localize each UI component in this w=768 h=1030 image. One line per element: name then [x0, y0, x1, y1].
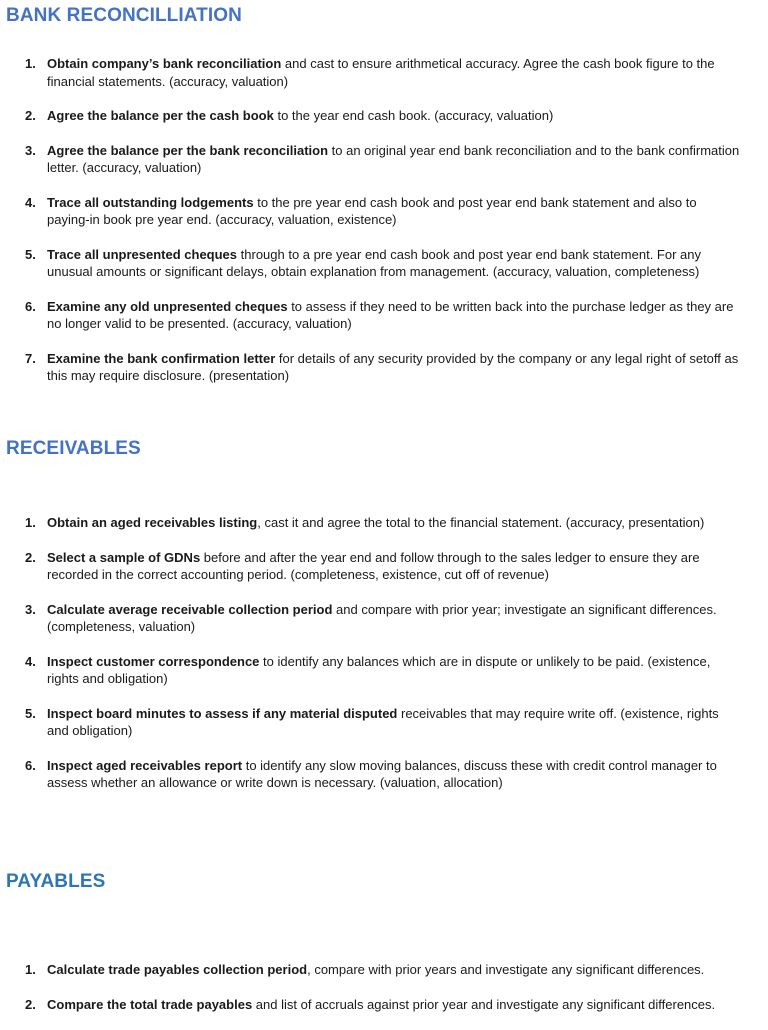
item-number: 2.: [25, 996, 36, 1012]
item-text: through to a pre year end cash book and post year end bank statement. For any unusual amounts or significant delays, obtain explanation from management. (accuracy, valuation, completeness): [47, 246, 701, 279]
list-item: [0, 350, 742, 385]
item-number: 1.: [25, 515, 36, 530]
item-lead-text: Obtain an aged receivables listing: [47, 515, 258, 530]
item-number: 1.: [25, 56, 36, 71]
item-text: , compare with prior years and investigate any significant differences.: [307, 962, 705, 977]
payables-list: [0, 961, 742, 1030]
list-item: [0, 194, 742, 229]
item-number: 5.: [25, 246, 36, 262]
item-text: to the pre year end cash book and post year end bank statement and also to paying-in book pre year end. (accuracy, valuation, existence): [47, 194, 697, 227]
item-text: before and after the year end and follow through to the sales ledger to ensure they are recorded in the correct accounting period. (completeness, existence, cut off of revenue): [47, 549, 700, 582]
list-item: [0, 601, 742, 636]
list-item: [0, 514, 742, 532]
item-number: 2.: [25, 549, 36, 565]
item-lead-text: Trace all outstanding lodgements: [47, 194, 254, 210]
item-lead-text: Calculate trade payables collection period: [47, 962, 308, 977]
receivables-list: [0, 514, 742, 809]
item-number: 2.: [25, 108, 36, 123]
item-text: receivables that may require write off. (existence, rights and obligation): [47, 705, 719, 738]
item-text: and compare with prior year; investigate an significant differences. (completeness, valuation): [47, 601, 717, 634]
list-item: [0, 549, 742, 584]
section-heading-payables: PAYABLES: [6, 871, 106, 892]
list-item: [0, 961, 742, 979]
item-text: to identify any slow moving balances, discuss these with credit control manager to assess whether an allowance or write down is necessary. (valuation, allocation): [47, 757, 717, 790]
section-heading-bank-reconciliation: BANK RECONCILLIATION: [6, 5, 242, 26]
item-lead-text: Compare the total trade payables: [47, 996, 253, 1012]
item-lead-text: Obtain company’s bank reconciliation: [47, 56, 282, 71]
item-text: and cast to ensure arithmetical accuracy. Agree the cash book figure to the financial statements. (accuracy, valuation): [47, 56, 715, 89]
item-number: 4.: [25, 194, 36, 210]
list-item: [0, 705, 742, 740]
item-number: 3.: [25, 601, 36, 617]
list-item: [0, 142, 742, 177]
item-text: to the year end cash book. (accuracy, valuation): [273, 108, 554, 123]
list-item: [0, 757, 742, 792]
list-item: [0, 298, 742, 333]
item-lead-text: Agree the balance per the cash book: [47, 108, 274, 123]
item-text: to identify any balances which are in dispute or unlikely to be paid. (existence, rights and obligation): [47, 653, 711, 686]
item-text: to assess if they need to be written back into the purchase ledger as they are no longer valid to be presented. (accuracy, valuation): [47, 298, 734, 331]
list-item: [0, 246, 742, 281]
item-lead-text: Inspect aged receivables report: [47, 757, 243, 773]
item-number: 5.: [25, 705, 36, 721]
item-lead-text: Inspect customer correspondence: [47, 653, 260, 669]
item-text: to an original year end bank reconciliation and to the bank confirmation letter. (accuracy, valuation): [47, 142, 740, 175]
item-text: , cast it and agree the total to the financial statement. (accuracy, presentation): [257, 515, 705, 530]
item-lead-text: Examine the bank confirmation letter: [47, 350, 276, 366]
item-number: 1.: [25, 962, 36, 977]
list-item: [0, 107, 742, 125]
item-number: 3.: [25, 142, 36, 158]
section-heading-receivables: RECEIVABLES: [6, 438, 141, 459]
list-item: [0, 996, 742, 1014]
item-text: for details of any security provided by the company or any legal right of setoff as this may require disclosure. (presentation): [47, 350, 739, 383]
item-lead-text: Agree the balance per the bank reconciliation: [47, 142, 329, 158]
item-number: 6.: [25, 757, 36, 773]
item-lead-text: Examine any old unpresented cheques: [47, 298, 288, 314]
item-number: 6.: [25, 298, 36, 314]
bank-reconciliation-list: [0, 55, 742, 402]
item-lead-text: Trace all unpresented cheques: [47, 246, 238, 262]
list-item: [0, 55, 742, 90]
item-lead-text: Calculate average receivable collection period: [47, 601, 333, 617]
item-number: 7.: [25, 350, 36, 366]
list-item: [0, 653, 742, 688]
item-lead-text: Inspect board minutes to assess if any material disputed: [47, 705, 398, 721]
item-number: 4.: [25, 653, 36, 669]
item-lead-text: Select a sample of GDNs: [47, 549, 201, 565]
item-text: and list of accruals against prior year and investigate any significant differences.: [252, 996, 716, 1012]
